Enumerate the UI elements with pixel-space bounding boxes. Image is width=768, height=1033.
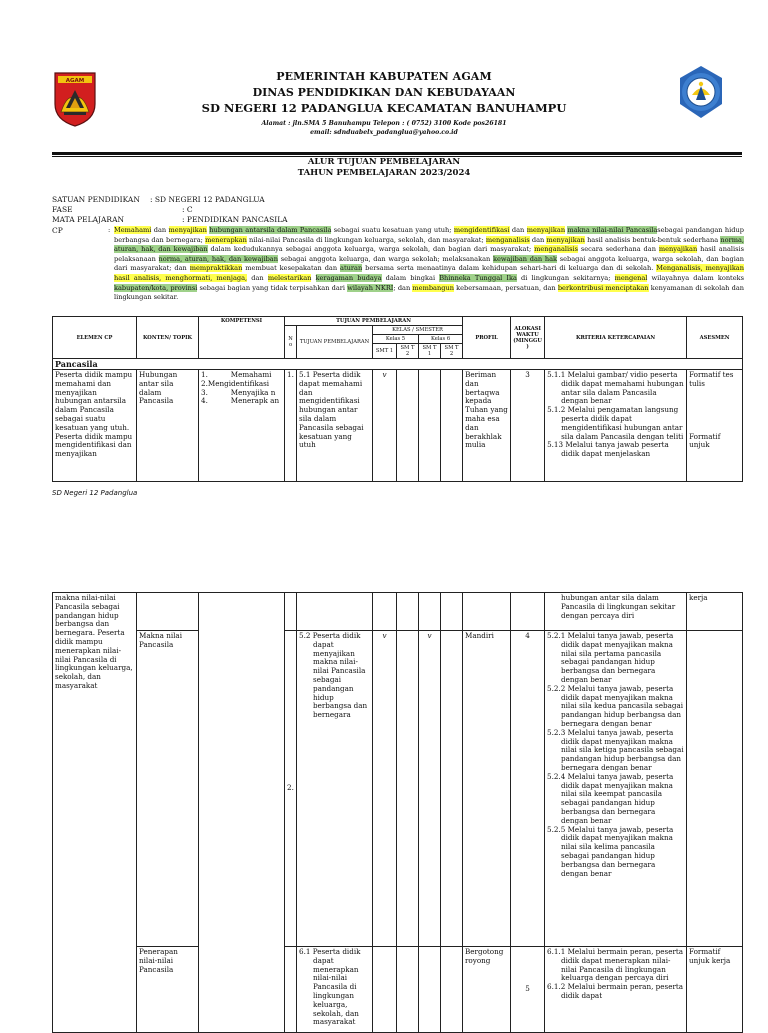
cp-text-run: dalam kedudukannya sebagai anggota keluarga, warga sekolah, dan bagian dari masyarakat; — [207, 245, 535, 254]
kriteria-item: hubungan antar sila dalam Pancasila di lingkungan sekitar dengan percaya diri — [545, 593, 687, 631]
col-no-header: N o — [285, 326, 297, 359]
no-cell: 1. — [285, 370, 297, 482]
meta-value: : SD NEGERI 12 PADANGLUA — [150, 195, 265, 204]
kompetensi-item: 4. Menerapk an — [201, 396, 280, 406]
cp-colon: : — [108, 226, 111, 234]
profil-cell: Bergotong royong — [463, 947, 511, 1033]
school-address: Alamat : jln.SMA 5 Banuhampu Telepon : ( 0752) 3100 Kode pos26181 — [261, 120, 507, 127]
cp-text-run: hasil analisis pelaksanaan — [114, 245, 744, 263]
cp-keyword-highlight: Menganalisis, menyajikan hasil analisis, menghormati, menjaga, — [114, 264, 744, 282]
konten-cell: Penerapan nilai-nilai Pancasila — [137, 947, 199, 1033]
cp-keyword-highlight: menyajikan — [526, 226, 566, 234]
cp-keyword-highlight: membangun — [412, 283, 454, 292]
kriteria-cell — [545, 947, 687, 1033]
table-row — [53, 947, 743, 1033]
smt-header: SM T 2 — [397, 344, 419, 359]
asesmen-cell — [687, 370, 743, 482]
check-mark: v — [373, 631, 397, 947]
konten-cell: Makna nilai Pancasila — [137, 631, 199, 947]
table-row — [53, 370, 743, 482]
cp-concept-highlight: norma, aturan, hak, dan kewajiban — [114, 235, 745, 254]
cp-concept-highlight: wilayah NKRI — [347, 283, 394, 292]
konten-cell: Hubungan antar sila dalam Pancasila — [137, 370, 199, 482]
cp-concept-highlight: makna nilai-nilai Pancasila — [567, 226, 658, 234]
asesmen-item: Formatif tes tulis — [689, 370, 734, 388]
meta-mapel — [52, 215, 288, 224]
kelas6-header: Kelas 6 — [419, 335, 463, 344]
alokasi-cell: 4 — [511, 631, 545, 947]
asesmen-cell: Formatif unjuk kerja — [687, 947, 743, 1033]
col-asesmen-header: ASESMEN — [687, 317, 743, 359]
tujuan-text: 6.1 Peserta didik dapat menerapkan nilai-nilai Pancasila di lingkungan keluarga, sekolah, dan masyarakat — [299, 947, 361, 1027]
cp-keyword-highlight: menyajikan — [168, 226, 207, 234]
meta-label: SATUAN PENDIDIKAN — [52, 195, 140, 204]
cp-concept-highlight: Bhinneka Tunggal Ika — [439, 273, 517, 282]
cp-text-run — [311, 274, 315, 282]
kriteria-item: 5.1.2 Melalui pengamatan langsung peserta didik dapat mengidentifikasi hubungan antar sila dalam Pancasila dengan teliti — [547, 405, 684, 441]
cp-keyword-highlight: melestarikan — [267, 273, 312, 282]
cp-concept-highlight: norma, aturan, hak, dan kewajiban — [158, 254, 278, 263]
smt-header: SM T 1 — [419, 344, 441, 359]
cp-keyword-highlight: mempraktikkan — [189, 264, 243, 273]
col-kompetensi-header: KOMPETENSI — [199, 317, 285, 359]
cp-keyword-highlight: berkontribusi menciptakan — [557, 283, 649, 292]
no-cell: 2. — [285, 631, 297, 947]
cp-text-run: ; dan — [393, 283, 413, 292]
kriteria-cell — [545, 631, 687, 947]
elemen-cell: makna nilai-nilai Pancasila sebagai pandangan hidup berbangsa dan bernegara. Peserta didik mampu menerapkan nilai-nilai Pancasila di lingkungan keluarga, sekolah, dan masyarakat — [53, 593, 137, 1033]
cp-keyword-highlight: menerapkan — [205, 235, 247, 244]
cp-text-run: di lingkungan sekitarnya; — [516, 273, 615, 282]
cp-keyword-highlight: menganalisis — [534, 245, 578, 254]
cp-concept-highlight: keragaman budaya — [315, 273, 382, 282]
kriteria-cell — [545, 370, 687, 482]
school-name: SD NEGERI 12 PADANGLUA KECAMATAN BANUHAMPU — [201, 101, 567, 115]
cp-concept-highlight: hubungan antarsila dalam Pancasila — [209, 226, 332, 234]
elemen-cell: Peserta didik mampu memahami dan menyajikan hubungan antarsila dalam Pancasila sebagai suatu kesatuan yang utuh. Peserta didik mampu mengidentifikasi dan menyajikan — [53, 370, 137, 482]
tujuan-text: 5.2 Peserta didik dapat menyajikan makna nilai-nilai Pancasila sebagai pandangan hidup berbangsa dan bernegara — [299, 631, 368, 720]
smt-header: SM T 2 — [441, 344, 463, 359]
kelas5-header: Kelas 5 — [373, 335, 419, 344]
kriteria-item: 6.1.1 Melalui bermain peran, peserta didik dapat menerapkan nilai-nilai Pancasila di lingkungan keluarga dengan percaya diri — [547, 947, 684, 983]
cp-concept-highlight: aturan — [340, 264, 363, 273]
col-tujuan-header: TUJUAN PEMBELAJARAN — [297, 326, 373, 359]
cp-concept-highlight: kewajiban dan hak — [493, 254, 558, 263]
asesmen-cell: kerja — [687, 593, 743, 631]
cp-keyword-highlight: menganalisis — [485, 235, 530, 244]
government-name: PEMERINTAH KABUPATEN AGAM — [276, 70, 492, 83]
cp-text-run: hasil analisis bentuk-bentuk sederhana — [584, 235, 721, 244]
table-row — [53, 631, 743, 947]
cp-concept-highlight: kabupaten/kota, provinsi — [114, 283, 198, 292]
table-row — [53, 593, 743, 631]
cp-text-run: sebagai pandangan hidup berbangsa dan bernegara; — [114, 226, 744, 244]
kompetensi-item: 2.Mengidentifikasi — [201, 378, 270, 388]
col-kriteria-header: KRITERIA KETERCAPAIAN — [545, 317, 687, 359]
atp-table-continued — [52, 592, 743, 1033]
meta-value: : C — [182, 205, 193, 214]
kriteria-item: 5.2.1 Melalui tanya jawab, peserta didik dapat menyajikan makna nilai sila pertama pancasila sebagai pandangan hidup berbangsa dan bernegara dengan benar — [547, 631, 674, 684]
tujuan-cell: 5.1 Peserta didik dapat memahami dan mengidentifikasi hubungan antar sila dalam Pancasila sebagai kesatuan yang utuh — [297, 370, 373, 482]
cp-text-run: dan — [509, 226, 527, 234]
cp-text-run: dan — [151, 226, 169, 234]
cp-text-run: sebagai bagian yang tidak terpisahkan dari — [197, 283, 348, 292]
col-profil-header: PROFIL — [463, 317, 511, 359]
cp-text-run: dalam bingkai — [381, 273, 440, 282]
kriteria-item: 5.2.3 Melalui tanya jawab, peserta didik dapat menyajikan makna nilai sila ketiga pancasila sebagai pandangan hidup berbangsa dan bernegara dengan benar — [547, 727, 684, 772]
cp-text-run: secara sederhana dan — [577, 245, 659, 254]
tujuan-group-header: TUJUAN PEMBELAJARAN — [285, 317, 463, 326]
kriteria-item: 5.2.5 Melalui tanya jawab, peserta didik dapat menyajikan makna nilai sila kelima pancasila sebagai pandangan hidup berbangsa dan bernegara dengan benar — [547, 824, 674, 878]
col-konten-header: KONTEN/ TOPIK — [137, 317, 199, 359]
col-alokasi-header: ALOKASI WAKTU (MINGGU ) — [511, 317, 545, 359]
check-mark: v — [419, 631, 441, 947]
cp-text — [114, 226, 744, 303]
cp-keyword-highlight: mengidentifikasi — [453, 226, 510, 234]
smt-header: SMT 1 — [373, 344, 397, 359]
cp-text-run: wilayahnya dalam konteks — [647, 273, 744, 282]
cp-text-run: kenyamanan di sekolah dan lingkungan sekitar. — [114, 283, 745, 302]
meta-label: FASE — [52, 205, 73, 214]
alokasi-cell: 5 — [511, 947, 545, 1033]
cp-keyword-highlight: menyajikan — [546, 235, 585, 244]
cp-text-run: sebagai anggota keluarga, warga sekolah, dan bagian dari masyarakat; dan — [114, 254, 744, 273]
page-footer: SD Negeri 12 Padanglua — [52, 489, 138, 497]
check-mark: v — [373, 370, 397, 482]
asesmen-item: Formatif unjuk — [689, 431, 721, 450]
cp-text-run: sebagai suatu kesatuan yang utuh; — [331, 226, 454, 234]
kriteria-item: 6.1.2 Melalui bermain peran, peserta didik dapat — [547, 982, 684, 1000]
alokasi-cell: 3 — [511, 370, 545, 482]
department-name: DINAS PENDIDKIKAN DAN KEBUDAYAAN — [252, 86, 516, 99]
meta-fase — [52, 205, 193, 214]
kompetensi-item: 1. Memahami — [201, 370, 272, 379]
cp-text-run: sebagai anggota keluarga, dan warga sekolah; melaksanakan — [277, 254, 493, 263]
kriteria-item: 5.1.1 Melalui gambar/ vidio peserta didik dapat memahami hubungan antar sila dalam Pancasila dengan benar — [547, 370, 684, 406]
cp-text-run: membuat kesepakatan dan — [242, 264, 341, 273]
atp-table — [52, 316, 743, 482]
meta-satuan — [52, 195, 265, 204]
col-elemen-header: ELEMEN CP — [53, 317, 137, 359]
cp-text-run: kebersamaan, persatuan, dan — [453, 283, 558, 292]
cp-text-run: bersama serta menaatinya dalam kehidupan sehari-hari di keluarga dan di sekolah. — [362, 264, 657, 273]
profil-cell: Beriman dan bertaqwa kepada Tuhan yang maha esa dan berakhlak mulia — [463, 370, 511, 482]
kriteria-item: 5.2.4 Melalui tanya jawab, peserta didik dapat menyajikan makna nilai sila keempat pancasila sebagai pandangan hidup berbangsa dan bernegara dengan benar — [547, 771, 674, 825]
document-title: ALUR TUJUAN PEMBELAJARAN — [307, 157, 461, 167]
kriteria-item: 5.2.2 Melalui tanya jawab, peserta didik dapat menyajikan makna nilai sila kedua pancasila sebagai pandangan hidup berbangsa dan bernegara dengan benar — [547, 683, 684, 728]
kriteria-item: 5.13 Melalui tanya jawab peserta didik dapat menjelaskan — [547, 440, 669, 459]
cp-text-run: nilai-nilai Pancasila di lingkungan keluarga, sekolah, dan masyarakat; — [246, 235, 486, 244]
cp-keyword-highlight: mengenal — [614, 273, 648, 282]
kompetensi-cell — [199, 370, 285, 482]
cp-text-run: dan — [529, 235, 547, 244]
cp-text-run: dan — [247, 273, 268, 282]
tujuan-cell — [297, 947, 373, 1033]
letterhead-rule — [52, 152, 742, 155]
profil-cell: Mandiri — [463, 631, 511, 947]
tujuan-cell — [297, 631, 373, 947]
section-heading: Pancasila — [53, 359, 743, 370]
school-email: email: sdnduabelx_padanglua@yahoo.co.id — [310, 129, 458, 136]
svg-text:AGAM: AGAM — [65, 78, 85, 84]
kompetensi-item: 3. Menyajika n — [201, 387, 276, 397]
kelas-group-header: KELAS / SMESTER — [373, 326, 463, 335]
meta-label: MATA PELAJARAN — [52, 215, 125, 224]
cp-label: CP — [52, 226, 63, 235]
document-subtitle: TAHUN PEMBELAJARAN 2023/2024 — [297, 168, 471, 178]
cp-keyword-highlight: menyajikan — [658, 245, 698, 254]
meta-value: : PENDIDIKAN PANCASILA — [182, 215, 288, 224]
cp-keyword-highlight: Memahami — [114, 226, 152, 234]
